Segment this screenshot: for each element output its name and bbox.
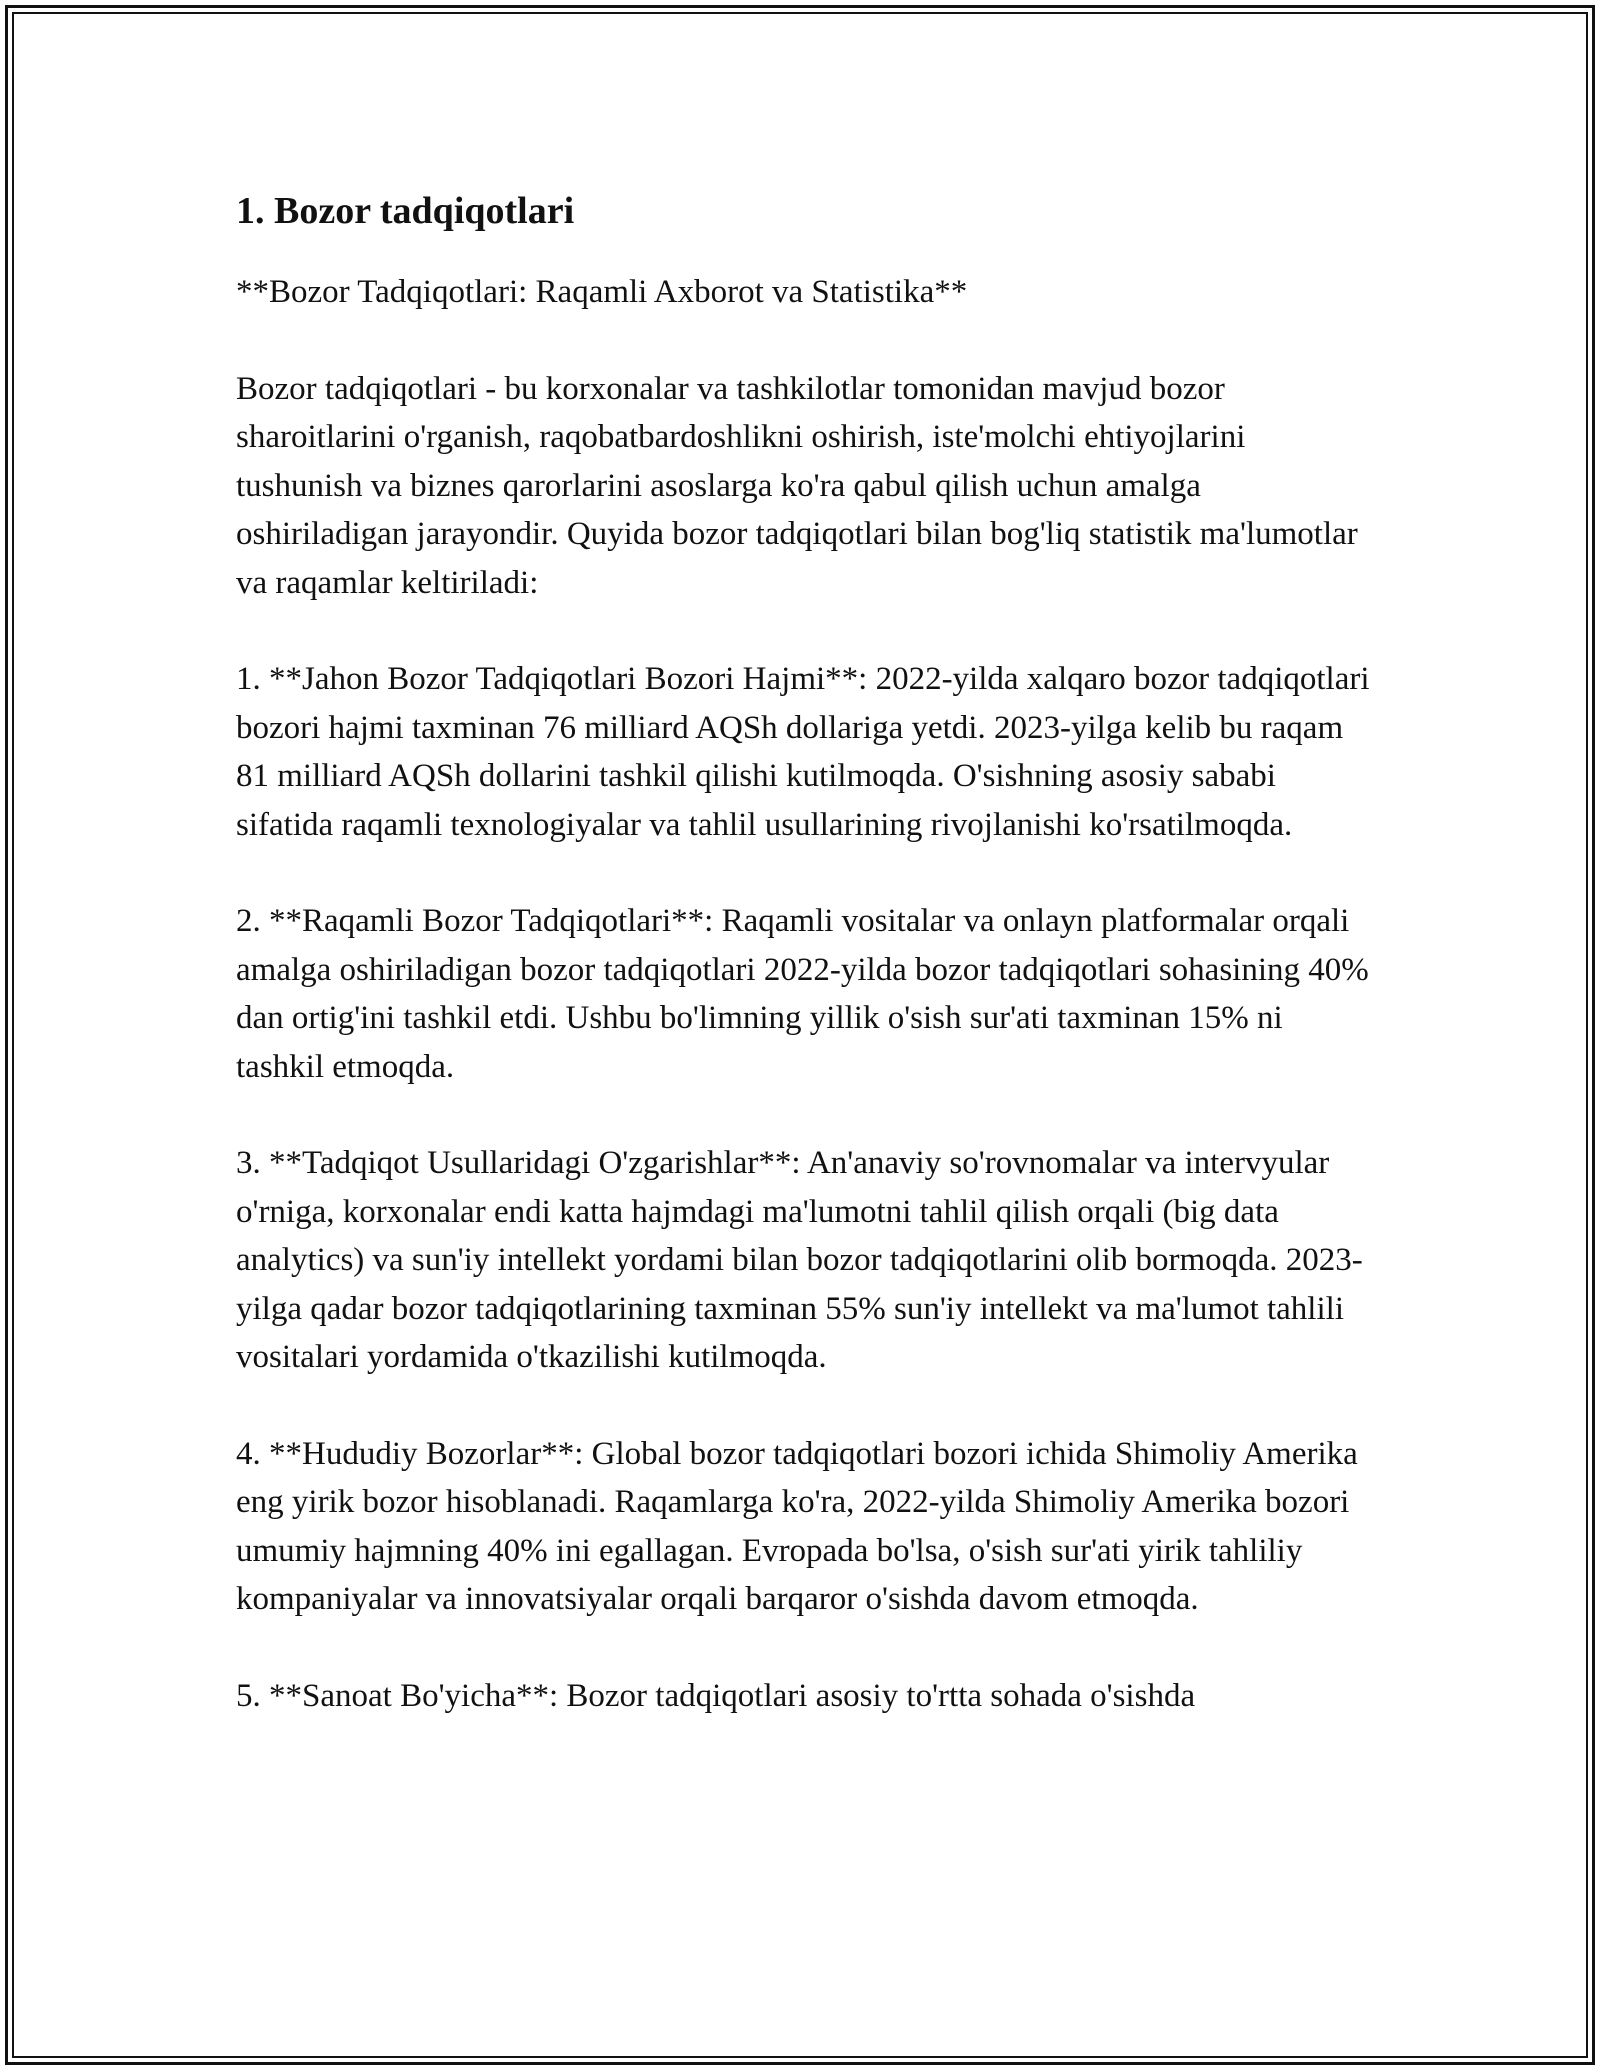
list-item-4: 4. **Hududiy Bozorlar**: Global bozor tadqiqotlari bozori ichida Shimoliy Amerika eng yirik bozor hisoblanadi. Raqamlarga ko'ra, 2022-yilda Shimoliy Amerika bozori umumiy hajmning 40% ini egallagan. Evropada bo'lsa, o'sish sur'ati yirik tahliliy kompaniyalar va innovatsiyalar orqali barqaror o'sishda davom etmoqda. (236, 1435, 1358, 1617)
document-body (236, 186, 1376, 1768)
document-subtitle: **Bozor Tadqiqotlari: Raqamli Axborot va Statistika** (236, 274, 968, 310)
intro-paragraph: Bozor tadqiqotlari - bu korxonalar va tashkilotlar tomonidan mavjud bozor sharoitlarini o'rganish, raqobatbardoshlikni oshirish, iste'molchi ehtiyojlarini tushunish va biznes qarorlarini asoslarga ko'ra qabul qilish uchun amalga oshiriladigan jarayondir. Quyida bozor tadqiqotlari bilan bog'liq statistik ma'lumotlar va raqamlar keltiriladi: (236, 370, 1358, 601)
list-item-1: 1. **Jahon Bozor Tadqiqotlari Bozori Hajmi**: 2022-yilda xalqaro bozor tadqiqotlari bozori hajmi taxminan 76 milliard AQSh dollariga yetdi. 2023-yilga kelib bu raqam 81 milliard AQSh dollarini tashkil qilishi kutilmoqda. O'sishning asosiy sababi sifatida raqamli texnologiyalar va tahlil usullarining rivojlanishi ko'rsatilmoqda. (236, 661, 1370, 843)
list-item-3: 3. **Tadqiqot Usullaridagi O'zgarishlar**: An'anaviy so'rovnomalar va intervyular o'rniga, korxonalar endi katta hajmdagi ma'lumotni tahlil qilish orqali (big data analytics) va sun'iy intellekt yordami bilan bozor tadqiqotlarini olib bormoqda. 2023-yilga qadar bozor tadqiqotlarining taxminan 55% sun'iy intellekt va ma'lumot tahlili vositalari yordamida o'tkazilishi kutilmoqda. (236, 1145, 1363, 1375)
list-item-2: 2. **Raqamli Bozor Tadqiqotlari**: Raqamli vositalar va onlayn platformalar orqali amalga oshiriladigan bozor tadqiqotlari 2022-yilda bozor tadqiqotlari sohasining 40% dan ortig'ini tashkil etdi. Ushbu bo'limning yillik o'sish sur'ati taxminan 15% ni tashkil etmoqda. (236, 903, 1369, 1085)
list-item-5: 5. **Sanoat Bo'yicha**: Bozor tadqiqotlari asosiy to'rtta sohada o'sishda (236, 1677, 1196, 1714)
section-heading: 1. Bozor tadqiqotlari (236, 190, 575, 232)
